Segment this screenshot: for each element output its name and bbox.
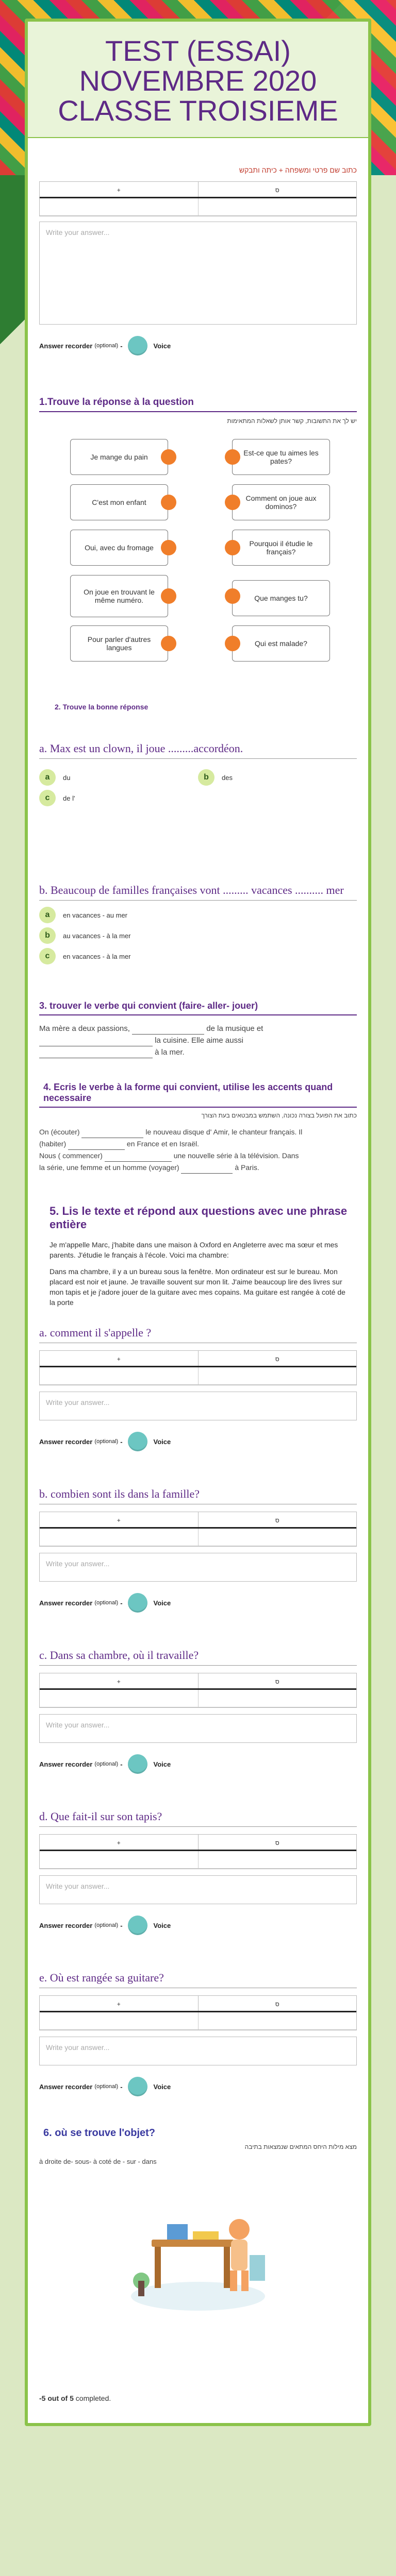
- q1-matching: [39, 434, 357, 691]
- answer-recorder: Answer recorder (optional) - Voice: [39, 1916, 357, 1935]
- q2b-title: b. Beaucoup de familles françaises vont ......... vacances .......... mer: [39, 884, 344, 896]
- answer-table[interactable]: + ס: [39, 1834, 357, 1869]
- blank-input[interactable]: [39, 1039, 153, 1046]
- match-right-card[interactable]: Est-ce que tu aimes les pates?: [232, 439, 330, 475]
- q5e-title: e. Où est rangée sa guitare?: [39, 1971, 164, 1984]
- blank-input[interactable]: [39, 1051, 153, 1058]
- q6-title: 6. où se trouve l'objet?: [43, 2127, 156, 2139]
- answer-field[interactable]: Write your answer...: [39, 1392, 357, 1420]
- answer-recorder: Answer recorder (optional) - Voice: [39, 1754, 357, 1774]
- q5d-title: d. Que fait-il sur son tapis?: [39, 1810, 162, 1823]
- q2b-choices: [39, 907, 357, 964]
- match-dot[interactable]: [161, 636, 176, 651]
- q4-title: 4. Ecris le verbe à la forme qui convient, utilise les accents quand necessaire: [43, 1082, 333, 1103]
- match-left-card[interactable]: C'est mon enfant: [70, 484, 168, 520]
- blank-input[interactable]: [181, 1166, 233, 1174]
- voice-record-button[interactable]: [128, 336, 147, 355]
- match-dot[interactable]: [161, 449, 176, 465]
- match-dot[interactable]: [161, 540, 176, 555]
- blank-input[interactable]: [132, 1027, 204, 1035]
- voice-label: Voice: [153, 342, 171, 350]
- worksheet: [25, 19, 371, 2426]
- q5-title: 5. Lis le texte et répond aux questions avec une phrase entière: [50, 1205, 348, 1231]
- q4-instruction: כתוב את הפועל בצורה נכונה, השתמש במבטאים בעת הצורך: [201, 1112, 357, 1119]
- q5-text-1: Je m'appelle Marc, j'habite dans une maison à Oxford en Angleterre avec ma sœur et mes parents. J'étudie le français à l'école. Voici ma chambre:: [50, 1241, 338, 1259]
- choice-option[interactable]: b au vacances - à la mer: [39, 927, 357, 944]
- worksheet-title: TEST (ESSAI) NOVEMBRE 2020 CLASSE TROISIEME: [58, 35, 338, 127]
- worksheet-content: [28, 138, 368, 2402]
- q5b-title: b. combien sont ils dans la famille?: [39, 1487, 200, 1500]
- answer-recorder: Answer recorder (optional) - Voice: [39, 336, 357, 355]
- room-illustration: [121, 2178, 275, 2317]
- match-dot[interactable]: [225, 449, 240, 465]
- completion-status: [39, 2394, 357, 2402]
- name-table-row[interactable]: [40, 198, 356, 216]
- match-right-card[interactable]: Que manges tu?: [232, 580, 330, 616]
- choice-option[interactable]: a du: [39, 769, 198, 786]
- boy-at-desk-illustration: [121, 2178, 275, 2317]
- name-table-head: [40, 182, 356, 198]
- completion-suffix: completed.: [75, 2394, 111, 2402]
- answer-recorder: Answer recorder (optional) - Voice: [39, 2077, 357, 2096]
- choice-option[interactable]: c de l': [39, 790, 198, 806]
- q1-instruction: יש לך את התשובות, קשר אותן לשאלות המתאימות: [227, 417, 357, 425]
- answer-recorder: Answer recorder (optional) - Voice: [39, 1432, 357, 1451]
- q5a-title: a. comment il s'appelle ?: [39, 1326, 152, 1339]
- match-left-card[interactable]: Pour parler d'autres langues: [70, 625, 168, 662]
- match-right-card[interactable]: Qui est malade?: [232, 625, 330, 662]
- recorder-optional: (optional): [94, 343, 119, 349]
- answer-field[interactable]: Write your answer...: [39, 1875, 357, 1904]
- voice-record-button[interactable]: [128, 1754, 147, 1774]
- q2a-title: a. Max est un clown, il joue .........accordéon.: [39, 742, 243, 755]
- q4-text: On (écouter) le nouveau disque d' Amir, le chanteur français. Il (habiter) en France et en Israël. Nous ( commencer) une nouvelle série à la télévision. Dans la série, une femme et un homme (voyager) à Paris.: [39, 1126, 357, 1174]
- match-left-card[interactable]: On joue en trouvant le même numéro.: [70, 575, 168, 617]
- q1-title: 1.Trouve la réponse à la question: [39, 397, 194, 408]
- answer-table[interactable]: + ס: [39, 1995, 357, 2030]
- q5-text-2: Dans ma chambre, il y a un bureau sous la fenêtre. Mon ordinateur est sur le bureau. Mon placard est noir et jaune. Je travaille souvent sur mon lit. J'aime beaucoup lire des livres sur mon tapis et je j'adore jouer de la guitare avec mes copains. Ma guitare est rangée à coté de la porte: [50, 1267, 345, 1307]
- match-right-card[interactable]: Comment on joue aux dominos?: [232, 484, 330, 520]
- answer-field[interactable]: Write your answer...: [39, 1553, 357, 1582]
- answer-table[interactable]: + ס: [39, 1673, 357, 1708]
- name-table-col-left: +: [40, 182, 199, 197]
- q6-word-bank: à droite de- sous- à coté de - sur - dans: [39, 2158, 157, 2165]
- name-answer-field[interactable]: Write your answer...: [39, 222, 357, 325]
- match-dot[interactable]: [225, 540, 240, 555]
- answer-field[interactable]: Write your answer...: [39, 1714, 357, 1743]
- match-left-card[interactable]: Oui, avec du fromage: [70, 530, 168, 566]
- voice-record-button[interactable]: [128, 2077, 147, 2096]
- recorder-label: Answer recorder: [39, 342, 93, 350]
- choice-option[interactable]: b des: [198, 769, 357, 786]
- match-right-card[interactable]: Pourquoi il étudie le français?: [232, 530, 330, 566]
- match-dot[interactable]: [225, 588, 240, 604]
- completion-count: -5 out of 5: [39, 2394, 74, 2402]
- answer-table[interactable]: + ס: [39, 1350, 357, 1385]
- match-dot[interactable]: [225, 636, 240, 651]
- answer-table[interactable]: + ס: [39, 1512, 357, 1547]
- name-table[interactable]: [39, 181, 357, 216]
- q2-title: 2. Trouve la bonne réponse: [55, 703, 148, 711]
- q2a-choices: [39, 765, 357, 806]
- q3-text: Ma mère a deux passions, de la musique et la cuisine. Elle aime aussi à la mer.: [39, 1023, 357, 1058]
- name-instruction: כתוב שם פרטי ומשפחה + כיתה ותבקש: [239, 166, 357, 174]
- match-dot[interactable]: [225, 495, 240, 510]
- voice-record-button[interactable]: [128, 1432, 147, 1451]
- voice-record-button[interactable]: [128, 1593, 147, 1613]
- blank-input[interactable]: [68, 1143, 125, 1150]
- match-dot[interactable]: [161, 495, 176, 510]
- name-table-col-right: ס: [275, 187, 279, 194]
- q5c-title: c. Dans sa chambre, où il travaille?: [39, 1649, 199, 1662]
- title-box: [28, 22, 368, 138]
- answer-field[interactable]: Write your answer...: [39, 2037, 357, 2065]
- match-dot[interactable]: [161, 588, 176, 604]
- blank-input[interactable]: [81, 1131, 143, 1138]
- answer-recorder: Answer recorder (optional) - Voice: [39, 1593, 357, 1613]
- match-left-card[interactable]: Je mange du pain: [70, 439, 168, 475]
- blank-input[interactable]: [105, 1155, 172, 1162]
- choice-option[interactable]: a en vacances - au mer: [39, 907, 357, 923]
- voice-record-button[interactable]: [128, 1916, 147, 1935]
- choice-option[interactable]: c en vacances - à la mer: [39, 948, 357, 964]
- q6-instruction: מצא מילות היחס המתאים שנמצאות בתיבה: [244, 2143, 357, 2150]
- q1-rule: [39, 411, 357, 412]
- q3-title: 3. trouver le verbe qui convient (faire- aller- jouer): [39, 1001, 258, 1011]
